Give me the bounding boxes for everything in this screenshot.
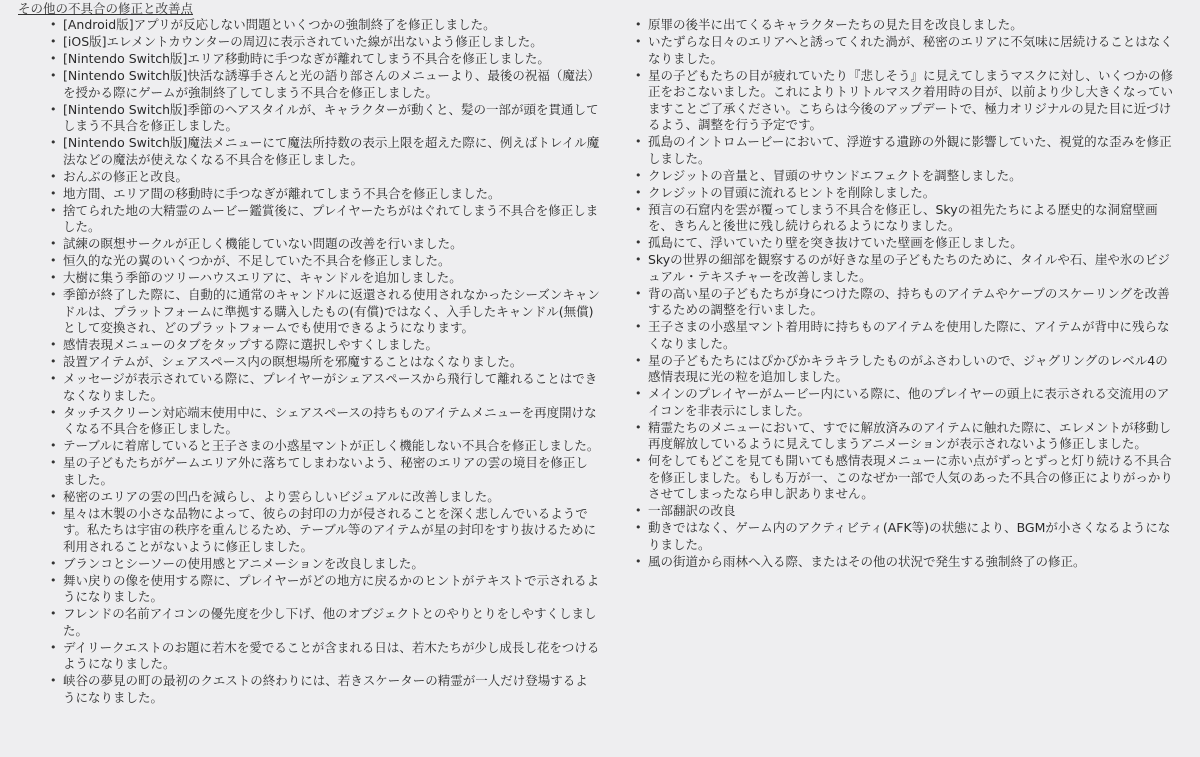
bullet-icon: •	[50, 18, 57, 31]
bullet-icon: •	[50, 506, 57, 520]
bullet-icon: •	[635, 18, 642, 31]
list-item	[635, 453, 1176, 503]
list-item-text: 精霊たちのメニューにおいて、すでに解放済みのアイテムに触れた際に、エレメントが移動し再度解放しているように見えてしまうアニメーションが表示されないよう修正しました。	[648, 419, 1172, 451]
list-item	[50, 354, 600, 371]
bullet-icon: •	[50, 338, 57, 351]
list-item-text: 星々は木製の小さな品物によって、彼らの封印の力が侵されることを深く悲しんでいるようです。私たちは宇宙の秩序を重んじるため、テーブル等のアイテムが星の封印をすり抜けるために利用されることがないように修正しました。	[63, 505, 597, 554]
list-item	[635, 34, 1176, 67]
list-item	[50, 555, 600, 573]
bullet-icon: •	[635, 202, 642, 216]
bullet-icon: •	[50, 136, 57, 149]
bullet-icon: •	[635, 454, 642, 467]
bullet-icon: •	[50, 355, 57, 368]
bullet-icon: •	[635, 320, 642, 333]
list-item	[50, 68, 600, 101]
list-item-text: 捨てられた地の大精霊のムービー鑑賞後に、プレイヤーたちがはぐれてしまう不具合を修正しました。	[63, 202, 599, 234]
list-item-text: [Nintendo Switch版]エリア移動時に手つなぎが離れてしまう不具合を修正しました。	[63, 51, 550, 66]
list-item-text: おんぶの修正と改良。	[63, 168, 189, 184]
list-item	[50, 270, 600, 287]
bullet-icon: •	[50, 372, 57, 385]
list-item-text: ブランコとシーソーの使用感とアニメーションを改良しました。	[63, 555, 424, 571]
right-bullet-list	[635, 17, 1176, 571]
list-item	[50, 606, 600, 639]
list-item-text: 大樹に集う季節のツリーハウスエリアに、キャンドルを追加しました。	[63, 270, 462, 285]
list-item-text: 孤島のイントロムービーにおいて、浮遊する遺跡の外観に影響していた、視覚的な歪みを修正しました。	[648, 134, 1172, 166]
list-item-text: 一部翻訳の改良	[648, 503, 736, 518]
bullet-icon: •	[50, 439, 57, 452]
list-item-text: [Nintendo Switch版]季節のヘアスタイルが、キャラクターが動くと、髪の一部が頭を貫通してしまう不具合を修正しました。	[63, 101, 599, 133]
list-item-text: [Android版]アプリが反応しない問題といくつかの強制終了を修正しました。	[63, 17, 496, 32]
list-item	[635, 167, 1176, 185]
list-item-text: 王子さまの小惑星マント着用時に持ちものアイテムを使用した際に、アイテムが背中に残らなくなりました。	[648, 319, 1170, 351]
list-item-text: 季節が終了した際に、自動的に通常のキャンドルに返還される使用されなかったシーズンキャンドルは、プラットフォームに準拠する購入したもの(有償)ではなく、入手したキャンドル(無償)として変換され、どのプラットフォームでも使用できるようになります。	[63, 287, 600, 335]
list-item-text: [iOS版]エレメントカウンターの周辺に表示されていた線が出ないよう修正しました。	[63, 34, 543, 49]
list-item	[50, 34, 600, 51]
list-item-text: クレジットの冒頭に流れるヒントを削除しました。	[648, 184, 936, 200]
list-item	[635, 553, 1176, 571]
list-item-text: メインのプレイヤーがムービー内にいる際に、他のプレイヤーの頭上に表示される交流用のアイコンを非表示にしました。	[648, 386, 1170, 418]
bullet-icon: •	[50, 169, 57, 183]
list-item	[635, 235, 1176, 252]
list-item	[635, 184, 1176, 202]
list-item	[50, 337, 600, 354]
bullet-icon: •	[50, 237, 57, 250]
bullet-icon: •	[50, 52, 57, 65]
list-item	[50, 438, 600, 455]
list-item	[50, 185, 600, 203]
list-item-text: 峡谷の夢見の町の最初のクエストの終わりには、若きスケーターの精霊が一人だけ登場するようになりました。	[63, 673, 588, 705]
bullet-icon: •	[635, 253, 642, 266]
list-item	[50, 51, 600, 68]
bullet-icon: •	[50, 35, 57, 48]
list-item	[50, 673, 600, 706]
list-item-text: メッセージが表示されている際に、プレイヤーがシェアスペースから飛行して離れることはできなくなりました。	[63, 371, 598, 403]
list-item	[50, 572, 600, 606]
bullet-icon: •	[50, 186, 57, 200]
list-item-text: [Nintendo Switch版]快活な誘導手さんと光の語り部さんのメニューより、最後の祝福（魔法）を授かる際にゲームが強制終了してしまう不具合を修正しました。	[63, 68, 600, 100]
bullet-icon: •	[50, 405, 57, 419]
bullet-icon: •	[50, 102, 57, 116]
list-item-text: 地方間、エリア間の移動時に手つなぎが離れてしまう不具合を修正しました。	[63, 185, 501, 201]
list-item-text: 星の子どもたちがゲームエリア外に落ちてしまわないよう、秘密のエリアの雲の境目を修正しました。	[63, 455, 588, 487]
list-item-text: 孤島にて、浮いていたり壁を突き抜けていた壁画を修正しました。	[648, 235, 1023, 250]
list-item	[635, 17, 1176, 34]
bullet-icon: •	[50, 556, 57, 570]
list-item-text: 何をしてもどこを見ても開いても感情表現メニューに赤い点がずっとずっと灯り続ける不具合を修正しました。もしも万が一、このなぜか一部で人気のあった不具合の修正によりがっかりさせてしまったなら申し訳ありません。	[648, 453, 1173, 501]
list-item-text: 風の街道から雨林へ入る際、またはその他の状況で発生する強制終了の修正。	[648, 553, 1086, 569]
list-item	[50, 404, 600, 438]
list-item	[635, 134, 1176, 167]
bullet-icon: •	[635, 353, 642, 367]
bullet-icon: •	[50, 607, 57, 620]
bullet-icon: •	[50, 489, 57, 503]
list-item	[50, 371, 600, 404]
list-item	[635, 503, 1176, 520]
list-item	[50, 505, 600, 556]
list-item-text: 試練の瞑想サークルが正しく機能していない問題の改善を行いました。	[63, 236, 463, 251]
list-item	[635, 319, 1176, 352]
bullet-icon: •	[635, 521, 642, 534]
bullet-icon: •	[635, 504, 642, 517]
bullet-icon: •	[50, 69, 57, 82]
list-item	[50, 253, 600, 270]
list-item-text: テーブルに着席していると王子さまの小惑星マントが正しく機能しない不具合を修正しました。	[63, 438, 600, 453]
list-item	[50, 135, 600, 168]
list-item	[635, 419, 1176, 453]
list-item	[50, 488, 600, 506]
list-item-text: デイリークエストのお題に若木を愛でることが含まれる日は、若木たちが少し成長し花をつけるようになりました。	[63, 639, 600, 671]
list-item-text: 設置アイテムが、シェアスペース内の瞑想場所を邪魔することはなくなりました。	[63, 354, 523, 369]
bullet-icon: •	[50, 271, 57, 284]
list-item	[50, 639, 600, 673]
list-item-text: 原罪の後半に出てくるキャラクターたちの見た目を改良しました。	[648, 17, 1023, 32]
bullet-icon: •	[50, 456, 57, 469]
list-item-text: Skyの世界の細部を観察するのが好きな星の子どもたちのために、タイルや石、崖や氷のビジュアル・テキスチャーを改善しました。	[648, 252, 1170, 284]
list-item	[50, 101, 600, 135]
left-bullet-list	[50, 17, 600, 707]
list-item-text: 動きではなく、ゲーム内のアクティビティ(AFK等)の状態により、BGMが小さくなるようになりました。	[648, 520, 1171, 552]
list-item-text: いたずらな日々のエリアへと誘ってくれた渦が、秘密のエリアに不気味に居続けることはなくなりました。	[648, 34, 1173, 66]
bullet-icon: •	[635, 68, 642, 82]
bullet-icon: •	[635, 236, 642, 249]
list-item-text: フレンドの名前アイコンの優先度を少し下げ、他のオブジェクトとのやりとりをしやすくしました。	[63, 606, 597, 638]
list-item-text: タッチスクリーン対応端末使用中に、シェアスペースの持ちものアイテムメニューを再度開けなくなる不具合を修正しました。	[63, 404, 597, 436]
list-item	[635, 67, 1176, 134]
bullet-icon: •	[635, 168, 642, 182]
bullet-icon: •	[635, 185, 642, 199]
bullet-icon: •	[635, 135, 642, 148]
list-item	[635, 386, 1176, 419]
bullet-icon: •	[50, 203, 57, 217]
bullet-icon: •	[635, 35, 642, 48]
list-item-text: 感情表現メニューのタブをタップする際に選択しやすくしました。	[63, 337, 439, 352]
list-item-text: クレジットの音量と、冒頭のサウンドエフェクトを調整しました。	[648, 167, 1022, 183]
list-item	[635, 285, 1176, 319]
bullet-icon: •	[50, 573, 57, 587]
bullet-icon: •	[50, 640, 57, 654]
bullet-icon: •	[635, 420, 642, 434]
list-item-text: [Nintendo Switch版]魔法メニューにて魔法所持数の表示上限を超えた際に、例えばトレイル魔法などの魔法が使えなくなる不具合を修正しました。	[63, 135, 600, 167]
bullet-icon: •	[50, 288, 57, 301]
list-item-text: 秘密のエリアの雲の凹凸を減らし、より雲らしいビジュアルに改善しました。	[63, 488, 500, 504]
list-item-text: 恒久的な光の翼のいくつかが、不足していた不具合を修正しました。	[63, 253, 451, 268]
list-item-text: 星の子どもたちの目が疲れていたり『悲しそう』に見えてしまうマスクに対し、いくつかの修正をおこないました。これによりトリトルマスク着用時の目が、以前より少し大きくなっていますことご了承ください。こちらは今後のアップデートで、極力オリジナルの見た目に近づけるよう、調整を行う予定です。	[648, 67, 1174, 132]
bullet-icon: •	[50, 254, 57, 267]
list-item	[50, 17, 600, 34]
bullet-icon: •	[50, 674, 57, 687]
list-item	[50, 287, 600, 337]
bullet-icon: •	[635, 554, 642, 568]
list-item	[635, 201, 1176, 235]
list-item	[50, 168, 600, 186]
list-item	[635, 352, 1176, 386]
list-item-text: 星の子どもたちにはぴかぴかキラキラしたものがふさわしいので、ジャグリングのレベル4の感情表現に光の粒を追加しました。	[648, 352, 1168, 384]
list-item-text: 舞い戻りの像を使用する際に、プレイヤーがどの地方に戻るかのヒントがテキストで示されるようになりました。	[63, 572, 600, 604]
list-item	[50, 202, 600, 236]
list-item	[50, 236, 600, 253]
list-item	[635, 520, 1176, 553]
list-item	[50, 455, 600, 488]
bullet-icon: •	[635, 387, 642, 400]
section-heading: その他の不具合の修正と改善点	[18, 1, 194, 16]
list-item-text: 背の高い星の子どもたちが身につけた際の、持ちものアイテムやケープのスケーリングを改善するための調整を行いました。	[648, 285, 1170, 317]
list-item-text: 預言の石窟内を雲が覆ってしまう不具合を修正し、Skyの祖先たちによる歴史的な洞窟壁画を、きちんと後世に残し続けられるようになりました。	[648, 201, 1158, 233]
list-item	[635, 252, 1176, 285]
bullet-icon: •	[635, 286, 642, 300]
